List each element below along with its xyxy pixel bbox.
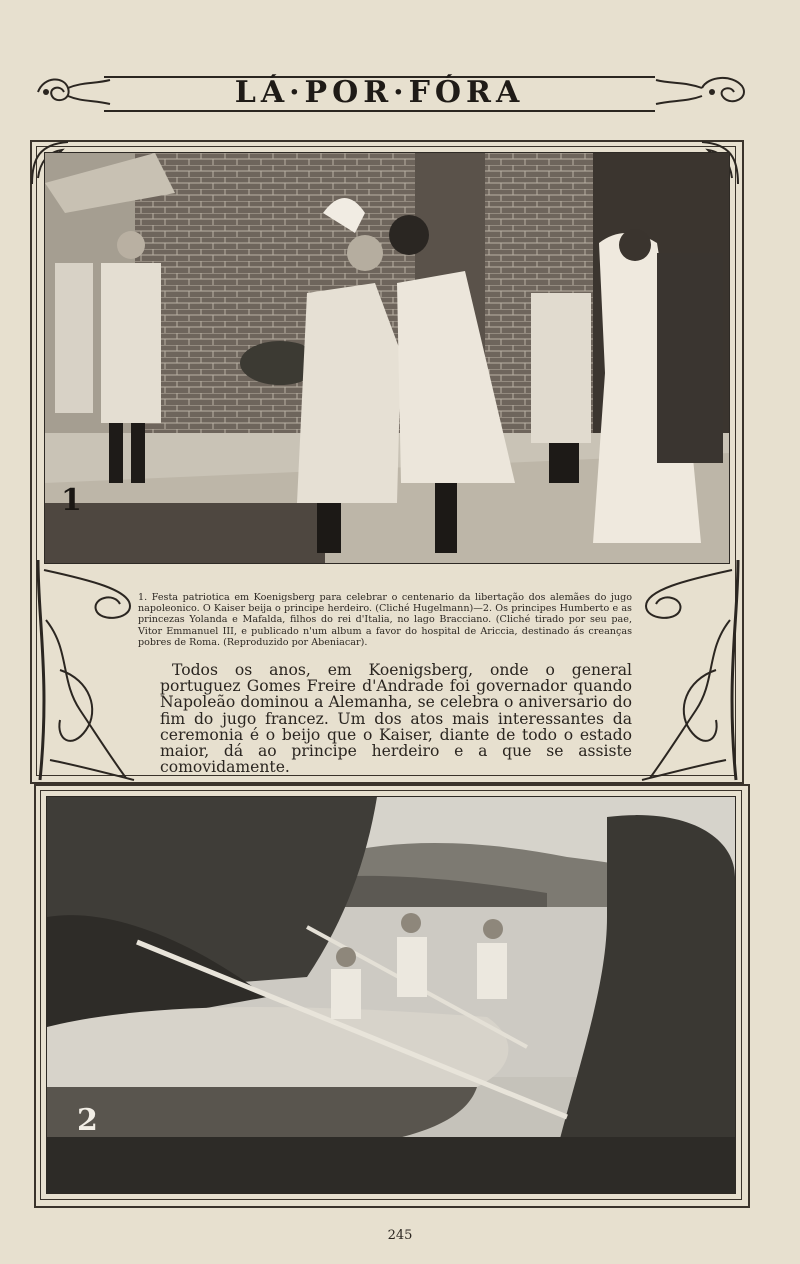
section-title: LÁ·POR·FÓRA [234,74,525,110]
photo-number: 1 [61,483,82,518]
section-header [34,72,750,112]
photo-number: 2 [77,1103,98,1138]
article-body [160,662,632,775]
article-paragraph: Todos os anos, em Koenigsberg, onde o general portuguez Gomes Freire d'Andrade foi governador quando Napoleão dominou a Alemanha, se celebra o aniversario do fim do jugo francez. Um dos atos mais interessantes da ceremonia é o beijo que o Kaiser, diante de todo o estado maior, dá ao principe herdeiro e a que se assiste comovidamente. [160,661,632,777]
children-boat-photo [46,796,736,1194]
page-number: 245 [387,1228,413,1243]
photo-caption: 1. Festa patriotica em Koenigsberg para celebrar o centenario da libertação dos alemães do jugo napoleonico. O Kaiser beija o principe herdeiro. (Cliché Hugelmann)—2. Os principes Humberto e as princezas Yolanda e Mafalda, filhos do rei d'Italia, no lago Bracciano. (Cliché tirado por seu pae, Vitor Emmanuel III, e publicado n'um album a favor do hospital de Ariccia, destinado ás creanças pobres de Roma. (Reproduzido por Abeniacar). [138,592,632,648]
art-nouveau-ornament-icon [30,560,140,784]
kaiser-kiss-photo [44,152,730,564]
art-nouveau-ornament-icon [632,560,748,784]
left-scroll-ornament-icon [34,72,114,112]
right-scroll-ornament-icon [652,72,750,112]
photo-2-image [47,797,735,1193]
photo-1-image [45,153,729,563]
